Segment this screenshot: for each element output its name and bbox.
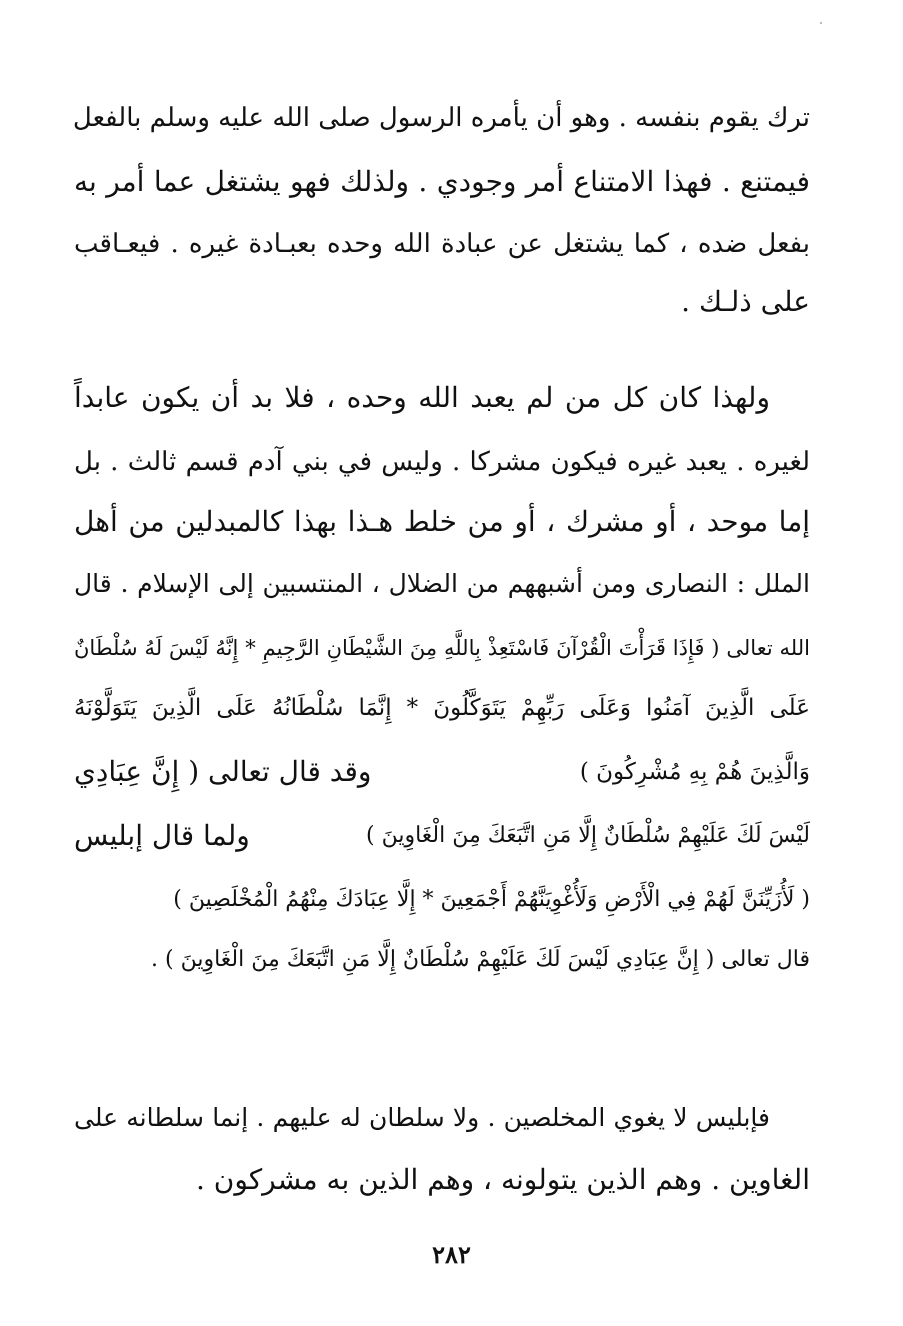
quran-fragment: لَيْسَ لَكَ عَلَيْهِمْ سُلْطَانٌ إِلَّا مَنِ اتَّبَعَكَ مِنَ الْغَاوِينَ ) [366, 823, 810, 848]
text-line: لغيره . يعبد غيره فيكون مشركا . وليس في بني آدم قسم ثالث . بل [74, 447, 810, 477]
text-line: فإبليس لا يغوي المخلصين . ولا سلطان له عليهم . إنما سلطانه على [74, 1103, 770, 1132]
text-line: إما موحد ، أو مشرك ، أو من خلط هـذا بهذا كالمبدلين من أهل [74, 505, 810, 538]
text-line: فيمتنع . فهذا الامتناع أمر وجودي . ولذلك فهو يشتغل عما أمر به [74, 165, 810, 198]
text-line: بفعل ضده ، كما يشتغل عن عبادة الله وحده بعبـادة غيره . فيعـاقب [74, 229, 810, 259]
quran-verse-line: ( لَأُزَيِّنَنَّ لَهُمْ فِي الْأَرْضِ وَلَأُغْوِيَنَّهُمْ أَجْمَعِينَ * إِلَّا عِبَادَكَ مِنْهُمُ الْمُخْلَصِينَ ) [173, 887, 810, 912]
scan-speck [820, 22, 822, 24]
text-line: على ذلـك . [681, 285, 810, 318]
split-line [74, 752, 810, 792]
text-fragment: ولما قال إبليس [74, 819, 250, 852]
quran-fragment: وَالَّذِينَ هُمْ بِهِ مُشْرِكُونَ ) [579, 759, 810, 785]
page-number: ٢٨٢ [432, 1240, 471, 1269]
text-line: الملل : النصارى ومن أشبههم من الضلال ، المنتسبين إلى الإسلام . قال [74, 569, 810, 598]
quran-verse-line: عَلَى الَّذِينَ آمَنُوا وَعَلَى رَبِّهِمْ يَتَوَكَّلُونَ * إِنَّمَا سُلْطَانُهُ عَلَى الَّذِينَ يَتَوَلَّوْنَهُ [74, 695, 810, 721]
text-line: ولهذا كان كل من لم يعبد الله وحده ، فلا بد أن يكون عابداً [74, 381, 770, 414]
text-fragment: وقد قال تعالى ( إِنَّ عِبَادِي [74, 755, 372, 788]
quran-verse-line: قال تعالى ( إِنَّ عِبَادِي لَيْسَ لَكَ عَلَيْهِمْ سُلْطَانٌ إِلَّا مَنِ اتَّبَعَكَ مِنَ الْغَاوِينَ ) . [151, 947, 810, 972]
text-line: ترك يقوم بنفسه . وهو أن يأمره الرسول صلى الله عليه وسلم بالفعل [72, 103, 810, 133]
quran-verse-line: الله تعالى ( فَإِذَا قَرَأْتَ الْقُرْآنَ فَاسْتَعِذْ بِاللَّهِ مِنَ الشَّيْطَانِ الرَّجِيمِ * إِنَّهُ لَيْسَ لَهُ سُلْطَانٌ [74, 636, 810, 660]
text-line: الغاوين . وهم الذين يتولونه ، وهم الذين به مشركون . [196, 1163, 810, 1196]
split-line [74, 816, 810, 856]
